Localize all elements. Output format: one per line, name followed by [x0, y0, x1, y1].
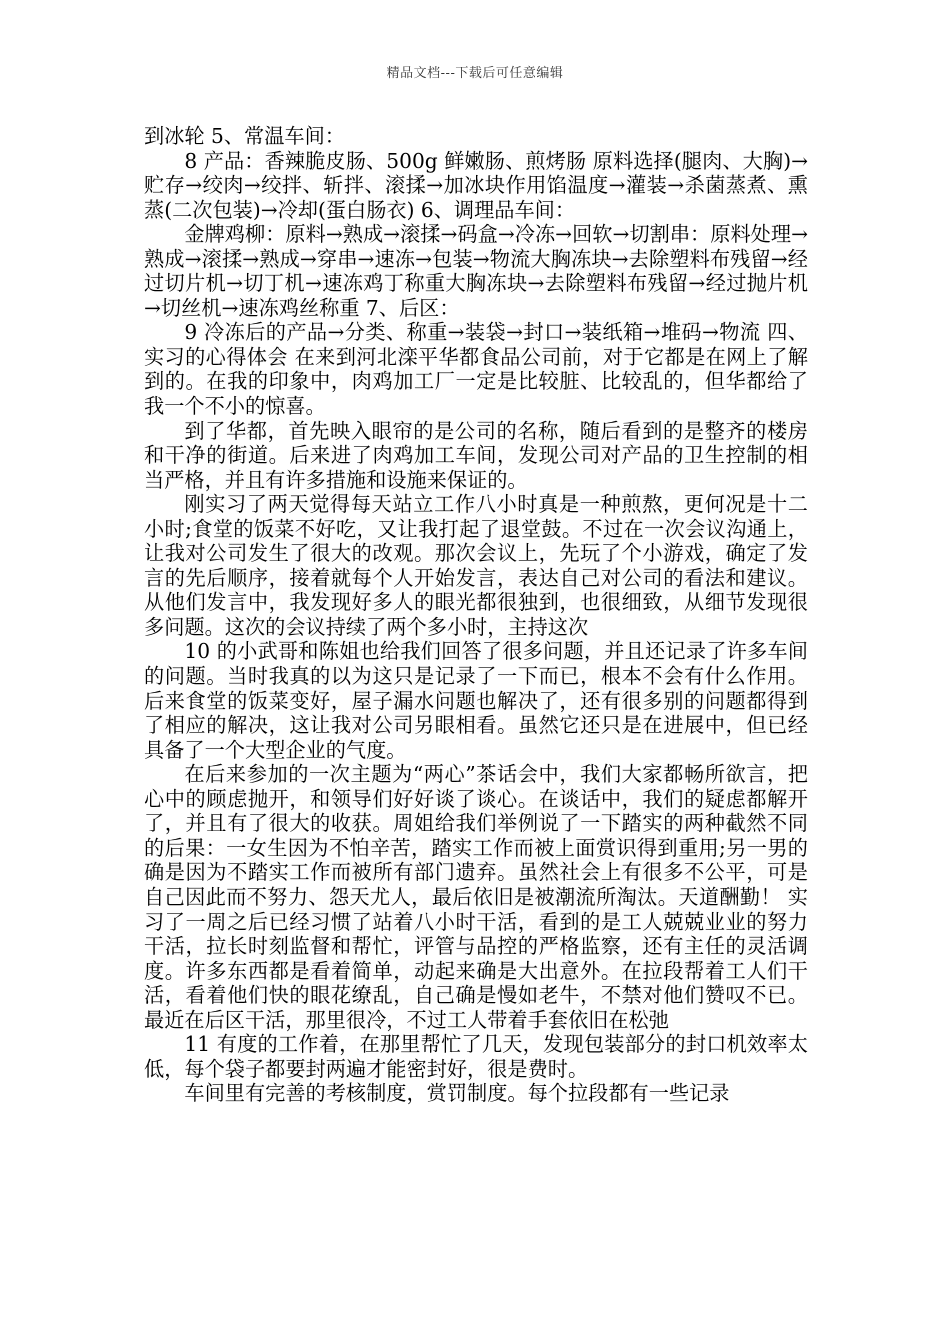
- paragraph-7: 10 的小武哥和陈姐也给我们回答了很多问题，并且还记录了许多车间的问题。当时我真的以为这只是记录了一下而已，根本不会有什么作用。后来食堂的饭菜变好，屋子漏水问题也解决了，还有很多别的问题都得到了相应的解决，这让我对公司另眼相看。虽然它还只是在进展中，但已经具备了一个大型企业的气度。: [144, 639, 808, 762]
- paragraph-8: 在后来参加的一次主题为“两心”茶话会中，我们大家都畅所欲言，把心中的顾虑抛开，和领导们好好谈了谈心。在谈话中，我们的疑虑都解开了，并且有了很大的收获。周姐给我们举例说了一下踏实的两种截然不同的后果：一女生因为不怕辛苦，踏实工作而被上面赏识得到重用;另一男的确是因为不踏实工作而被所有部门遗弃。虽然社会上有很多不公平，可是自己因此而不努力、怨天尤人，最后依旧是被潮流所淘汰。天道酬勤！ 实习了一周之后已经习惯了站着八小时干活，看到的是工人兢兢业业的努力干活，拉长时刻监督和帮忙，评管与品控的严格监察，还有主任的灵活调度。许多东西都是看着简单，动起来确是大出意外。在拉段帮着工人们干活，看着他们快的眼花缭乱，自己确是慢如老牛，不禁对他们赞叹不已。最近在后区干活，那里很冷，不过工人带着手套依旧在松弛: [144, 762, 808, 1032]
- page-header: 精品文档---下载后可任意编辑: [386, 66, 564, 81]
- document-body: [144, 124, 808, 1106]
- paragraph-3: 金牌鸡柳：原料→熟成→滚揉→码盒→冷冻→回软→切割串：原料处理→熟成→滚揉→熟成→穿串→速冻→包装→物流大胸冻块→去除塑料布残留→经过切片机→切丁机→速冻鸡丁称重大胸冻块→去除塑料布残留→经过抛片机→切丝机→速冻鸡丝称重 7、后区：: [144, 222, 808, 320]
- paragraph-2: 8 产品：香辣脆皮肠、500g 鲜嫩肠、煎烤肠 原料选择(腿肉、大胸)→贮存→绞肉→绞拌、斩拌、滚揉→加冰块作用馅温度→灌装→杀菌蒸煮、熏蒸(二次包装)→冷却(蛋白肠衣) 6、调理品车间：: [144, 148, 808, 222]
- paragraph-10: 车间里有完善的考核制度，赏罚制度。每个拉段都有一些记录: [184, 1081, 730, 1106]
- paragraph-6: 刚实习了两天觉得每天站立工作八小时真是一种煎熬，更何况是十二小时;食堂的饭菜不好吃，又让我打起了退堂鼓。不过在一次会议沟通上，让我对公司发生了很大的改观。那次会议上，先玩了个小游戏，确定了发言的先后顺序，接着就每个人开始发言，表达自己对公司的看法和建议。从他们发言中，我发现好多人的眼光都很独到，也很细致，从细节发现很多问题。这次的会议持续了两个多小时，主持这次: [144, 492, 808, 639]
- paragraph-1: 到冰轮 5、常温车间：: [144, 124, 345, 148]
- paragraph-5: 到了华都，首先映入眼帘的是公司的名称，随后看到的是整齐的楼房和干净的街道。后来进了肉鸡加工车间，发现公司对产品的卫生控制的相当严格，并且有许多措施和设施来保证的。: [144, 418, 808, 492]
- paragraph-9: 11 有度的工作着，在那里帮忙了几天，发现包装部分的封口机效率太低，每个袋子都要封两遍才能密封好，很是费时。: [144, 1032, 808, 1081]
- paragraph-4: 9 冷冻后的产品→分类、称重→装袋→封口→装纸箱→堆码→物流 四、实习的心得体会 在来到河北滦平华都食品公司前，对于它都是在网上了解到的。在我的印象中，肉鸡加工厂一定是比较脏、比较乱的，但华都给了我一个不小的惊喜。: [144, 320, 808, 419]
